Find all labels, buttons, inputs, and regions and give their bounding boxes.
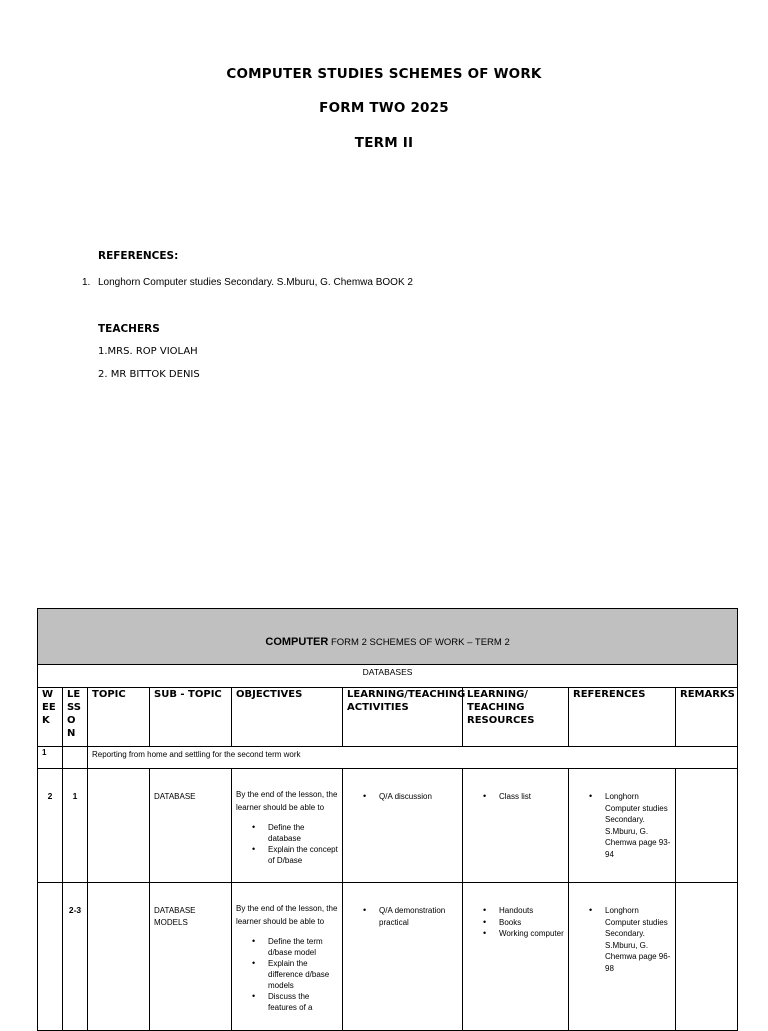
subtopic-cell: DATABASE [150, 769, 232, 883]
banner-bold: COMPUTER [265, 635, 329, 648]
objective-intro: By the end of the lesson, the learner should be able to [236, 904, 338, 926]
teachers-heading: TEACHERS [98, 323, 160, 335]
objectives-cell [232, 883, 343, 1031]
teacher-item: 1.MRS. ROP VIOLAH [98, 346, 198, 357]
remarks-cell [676, 769, 738, 883]
objective-intro: By the end of the lesson, the learner should be able to [236, 790, 338, 812]
term-title: TERM II [354, 135, 414, 151]
week-cell [38, 883, 63, 1031]
objective-item: • Discuss the features of a [252, 991, 338, 1013]
form-title: FORM TWO 2025 [319, 100, 449, 116]
activities-cell [343, 883, 463, 1031]
table-banner [38, 609, 738, 665]
week-note: Reporting from home and settling for the second term work [88, 747, 738, 769]
references-heading: REFERENCES: [98, 250, 179, 262]
reference-entry: • Longhorn Computer studies Secondary. S.Mburu, G. Chemwa page 93-94 [589, 791, 671, 860]
objectives-cell [232, 769, 343, 883]
table-row [38, 769, 738, 883]
column-header-subtopic: SUB - TOPIC [150, 688, 232, 747]
column-header-remarks: REMARKS [676, 688, 738, 747]
column-header-resources: LEARNING/ TEACHING RESOURCES [463, 688, 569, 747]
objective-item: • Define the term d/base model [252, 936, 338, 958]
teacher-item: 2. MR BITTOK DENIS [98, 369, 200, 380]
activity-item: • Q/A discussion [363, 791, 458, 803]
table-row [38, 747, 738, 769]
subtopic-cell: DATABASE MODELS [150, 883, 232, 1031]
resource-item: • Books [483, 917, 564, 929]
column-header-activities: LEARNING/TEACHING ACTIVITIES [343, 688, 463, 747]
week-cell: 2 [38, 769, 63, 883]
references-cell [569, 769, 676, 883]
objective-item: • Define the database [252, 822, 338, 844]
column-header-topic: TOPIC [88, 688, 150, 747]
reference-number: 1. [82, 277, 91, 288]
lesson-cell [63, 747, 88, 769]
resources-cell [463, 769, 569, 883]
column-header-week: W EE K [38, 688, 63, 747]
reference-entry: • Longhorn Computer studies Secondary. S.Mburu, G. Chemwa page 96-98 [589, 905, 671, 974]
document-title: COMPUTER STUDIES SCHEMES OF WORK [226, 66, 542, 82]
banner-text: FORM 2 SCHEMES OF WORK – TERM 2 [328, 636, 510, 648]
resource-item: • Class list [483, 791, 564, 803]
table-subheading: DATABASES [38, 665, 738, 688]
remarks-cell [676, 883, 738, 1031]
scheme-of-work-table [37, 608, 738, 1031]
topic-cell [88, 883, 150, 1031]
reference-item [82, 277, 413, 288]
resource-item: • Working computer [483, 928, 564, 940]
references-cell [569, 883, 676, 1031]
activities-cell [343, 769, 463, 883]
activity-item: • Q/A demonstration practical [363, 905, 458, 928]
week-cell: 1 [38, 747, 63, 769]
lesson-cell: 1 [63, 769, 88, 883]
column-header-references: REFERENCES [569, 688, 676, 747]
topic-cell [88, 769, 150, 883]
table-row [38, 883, 738, 1031]
lesson-cell: 2-3 [63, 883, 88, 1031]
column-header-lesson: LE SS O N [63, 688, 88, 747]
reference-text: Longhorn Computer studies Secondary. S.Mburu, G. Chemwa BOOK 2 [98, 277, 413, 288]
objective-item: • Explain the difference d/base models [252, 958, 338, 991]
resource-item: • Handouts [483, 905, 564, 917]
resources-cell [463, 883, 569, 1031]
objective-item: • Explain the concept of D/base [252, 844, 338, 866]
column-header-objectives: OBJECTIVES [232, 688, 343, 747]
